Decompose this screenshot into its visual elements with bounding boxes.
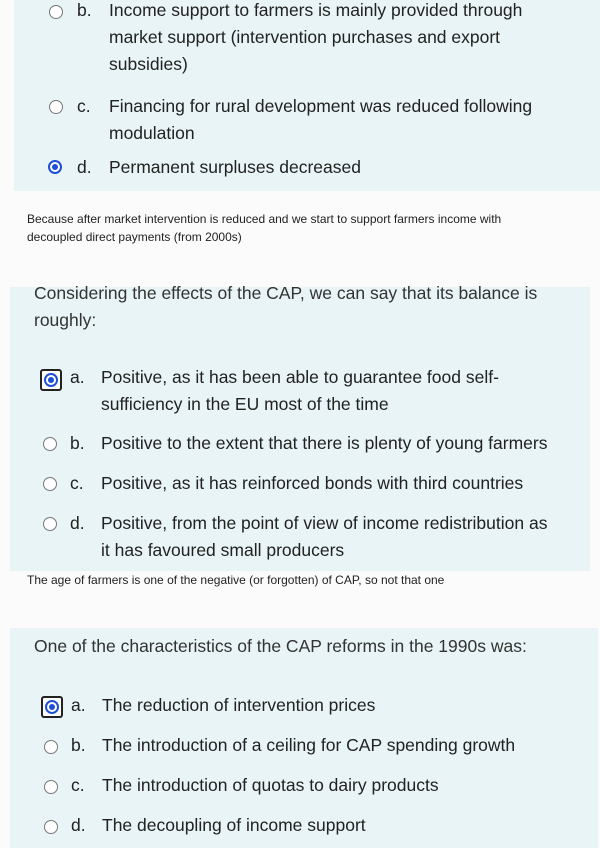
option-letter: d. [71,815,86,835]
option-text-line: it has favoured small producers [101,540,345,560]
radio-q2-option-d[interactable] [43,517,57,531]
option-text-line: subsidies) [109,54,188,74]
radio-q3-option-c[interactable] [44,780,58,794]
option-text-line: Financing for rural development was reduced following [109,96,533,116]
radio-selected-indicator [44,373,58,387]
radio-q3-option-d[interactable] [44,820,58,834]
radio-q2-option-b[interactable] [43,437,57,451]
radio-q3-option-b[interactable] [44,740,58,754]
option-letter: b. [70,433,85,453]
radio-q2-option-c[interactable] [43,477,57,491]
option-letter: d. [77,157,92,177]
option-text: The introduction of quotas to dairy products [102,775,439,795]
option-text-line: Positive, as it has been able to guarantee food self- [101,367,499,387]
option-text: Positive, as it has reinforced bonds with third countries [101,473,524,493]
option-text: The decoupling of income support [102,815,366,835]
radio-q3-option-a-focused[interactable] [41,696,63,718]
option-text-line: sufficiency in the EU most of the time [101,394,389,414]
option-letter: a. [70,367,85,387]
option-text: The reduction of intervention prices [102,695,376,715]
option-text-line: market support (intervention purchases and export [109,27,501,47]
option-letter: b. [77,0,92,20]
question-text-line: Considering the effects of the CAP, we can say that its balance is [34,283,538,303]
option-letter: b. [71,735,86,755]
option-letter: c. [77,96,91,116]
option-text: Permanent surpluses decreased [109,157,361,177]
radio-selected-indicator [45,700,59,714]
option-letter: c. [71,775,85,795]
option-letter: d. [70,513,85,533]
question-3-text: One of the characteristics of the CAP reforms in the 1990s was: [34,636,527,656]
option-letter: a. [71,695,86,715]
feedback-line: Because after market intervention is reduced and we start to support farmers income with [27,212,502,226]
radio-q2-option-a-focused[interactable] [40,369,62,391]
option-text: The introduction of a ceiling for CAP spending growth [102,735,516,755]
question-2-text [34,280,584,334]
feedback-line: decoupled direct payments (from 2000s) [27,230,242,244]
option-text: Positive to the extent that there is plenty of young farmers [101,433,548,453]
option-text-line: modulation [109,123,195,143]
question-text-line: roughly: [34,310,97,330]
option-letter: c. [70,473,84,493]
q2-feedback: The age of farmers is one of the negative (or forgotten) of CAP, so not that one [27,573,445,587]
q1-feedback [27,210,592,246]
radio-q1-option-b[interactable] [49,5,63,19]
radio-q1-option-d-selected[interactable] [48,160,62,174]
option-text-line: Income support to farmers is mainly provided through [109,0,523,20]
radio-q1-option-c[interactable] [49,100,63,114]
option-text-line: Positive, from the point of view of income redistribution as [101,513,548,533]
